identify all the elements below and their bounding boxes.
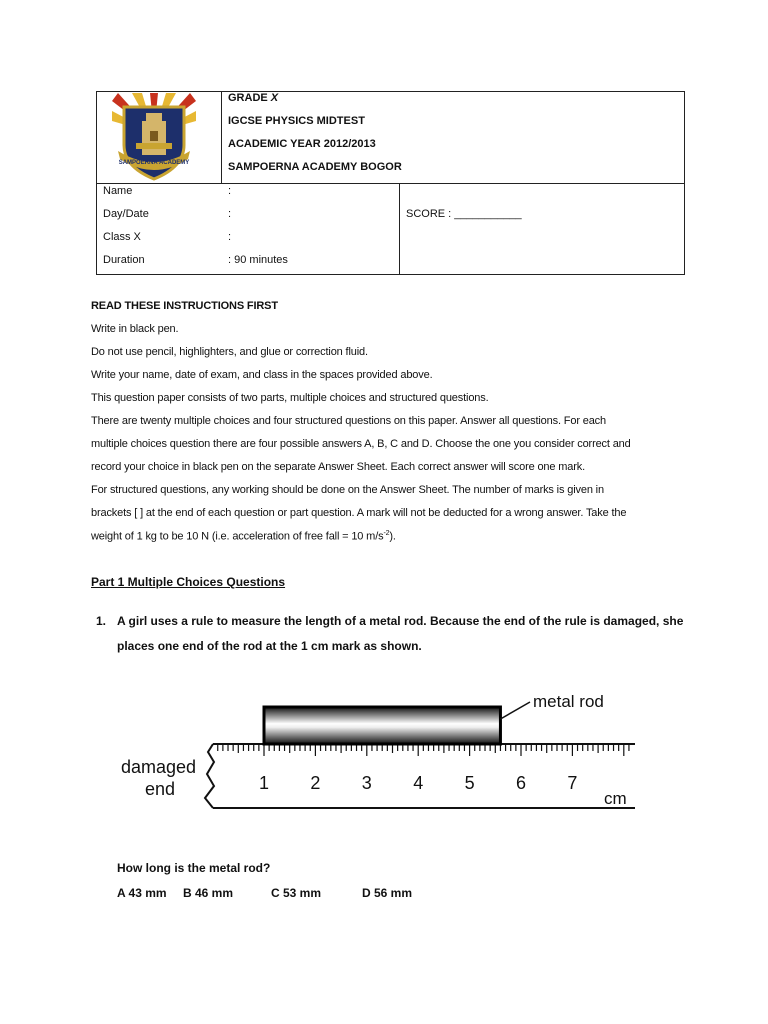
logo-divider bbox=[221, 91, 222, 183]
field-label-class: Class X bbox=[103, 231, 141, 243]
option-d[interactable]: D 56 mm bbox=[362, 886, 413, 900]
score-divider bbox=[399, 183, 400, 275]
grade-label: GRADE bbox=[228, 92, 271, 104]
instruction-line: brackets [ ] at the end of each question or part question. A mark will not be deducted for a wrong answer. Take the bbox=[91, 507, 627, 519]
school-name: SAMPOERNA ACADEMY BOGOR bbox=[228, 161, 402, 173]
field-label-name: Name bbox=[103, 185, 133, 197]
academic-year: ACADEMIC YEAR 2012/2013 bbox=[228, 138, 376, 150]
rod-label: metal rod bbox=[533, 692, 604, 711]
field-value-name[interactable]: : bbox=[228, 185, 232, 197]
instructions-heading: READ THESE INSTRUCTIONS FIRST bbox=[91, 300, 278, 312]
ruler-figure bbox=[110, 682, 655, 827]
grade-line bbox=[228, 92, 278, 104]
question-text-line2: places one end of the rod at the 1 cm mark as shown. bbox=[117, 639, 422, 653]
instruction-last-pre: weight of 1 kg to be 10 N (i.e. acceleration of free fall = 10 m/s bbox=[91, 530, 384, 543]
rod-label-pointer bbox=[500, 702, 530, 719]
ruler-number: 1 bbox=[258, 773, 270, 793]
exam-title: IGCSE PHYSICS MIDTEST bbox=[228, 115, 365, 127]
grade-value: X bbox=[270, 92, 279, 104]
school-logo bbox=[112, 93, 196, 181]
field-value-duration: : 90 minutes bbox=[228, 254, 288, 266]
field-value-class[interactable]: : bbox=[228, 231, 232, 243]
question-prompt: How long is the metal rod? bbox=[117, 861, 271, 875]
question-number: 1. bbox=[96, 614, 107, 628]
score-field[interactable]: SCORE : ___________ bbox=[406, 208, 522, 220]
part1-title: Part 1 Multiple Choices Questions bbox=[91, 575, 286, 589]
question-text-line1: A girl uses a rule to measure the length of a metal rod. Because the end of the rule is damaged, she bbox=[117, 614, 684, 628]
damaged-label-2: end bbox=[145, 779, 176, 799]
ruler-number: 3 bbox=[361, 773, 372, 793]
field-value-date[interactable]: : bbox=[228, 208, 232, 220]
ruler-number: 2 bbox=[310, 773, 321, 793]
instruction-line: Do not use pencil, highlighters, and glue or correction fluid. bbox=[91, 346, 368, 358]
field-label-date: Day/Date bbox=[103, 208, 149, 220]
option-a[interactable]: A 43 mm bbox=[117, 886, 167, 900]
unit-label: cm bbox=[604, 789, 627, 808]
instruction-line: This question paper consists of two parts, multiple choices and structured questions. bbox=[91, 392, 489, 404]
ruler-ticks bbox=[218, 744, 629, 756]
instruction-line: For structured questions, any working should be done on the Answer Sheet. The number of marks is given in bbox=[91, 484, 604, 496]
option-b[interactable]: B 46 mm bbox=[183, 886, 234, 900]
instruction-line: Write in black pen. bbox=[91, 323, 179, 335]
metal-rod bbox=[264, 707, 500, 744]
ruler-number: 7 bbox=[567, 773, 578, 793]
instruction-line: Write your name, date of exam, and class in the spaces provided above. bbox=[91, 369, 433, 381]
ruler-number: 6 bbox=[515, 773, 527, 793]
header-row-divider bbox=[96, 183, 685, 184]
field-label-duration: Duration bbox=[103, 254, 145, 266]
logo-banner-text: SAMPOERNA ACADEMY bbox=[118, 160, 190, 166]
instruction-line: There are twenty multiple choices and four structured questions on this paper. Answer all questions. For each bbox=[91, 415, 606, 427]
instruction-line: record your choice in black pen on the separate Answer Sheet. Each correct answer will score one mark. bbox=[91, 461, 586, 473]
ruler-number: 5 bbox=[464, 773, 475, 793]
ruler-number: 4 bbox=[413, 773, 424, 793]
instruction-line: multiple choices question there are four possible answers A, B, C and D. Choose the one you consider correct and bbox=[91, 438, 631, 450]
instruction-last-sup: -2 bbox=[383, 530, 390, 537]
ruler-numbers bbox=[259, 773, 577, 793]
damaged-label-1: damaged bbox=[121, 757, 197, 777]
instruction-last-post: ). bbox=[389, 530, 396, 543]
instruction-line-last bbox=[91, 530, 396, 543]
option-c[interactable]: C 53 mm bbox=[271, 886, 322, 900]
